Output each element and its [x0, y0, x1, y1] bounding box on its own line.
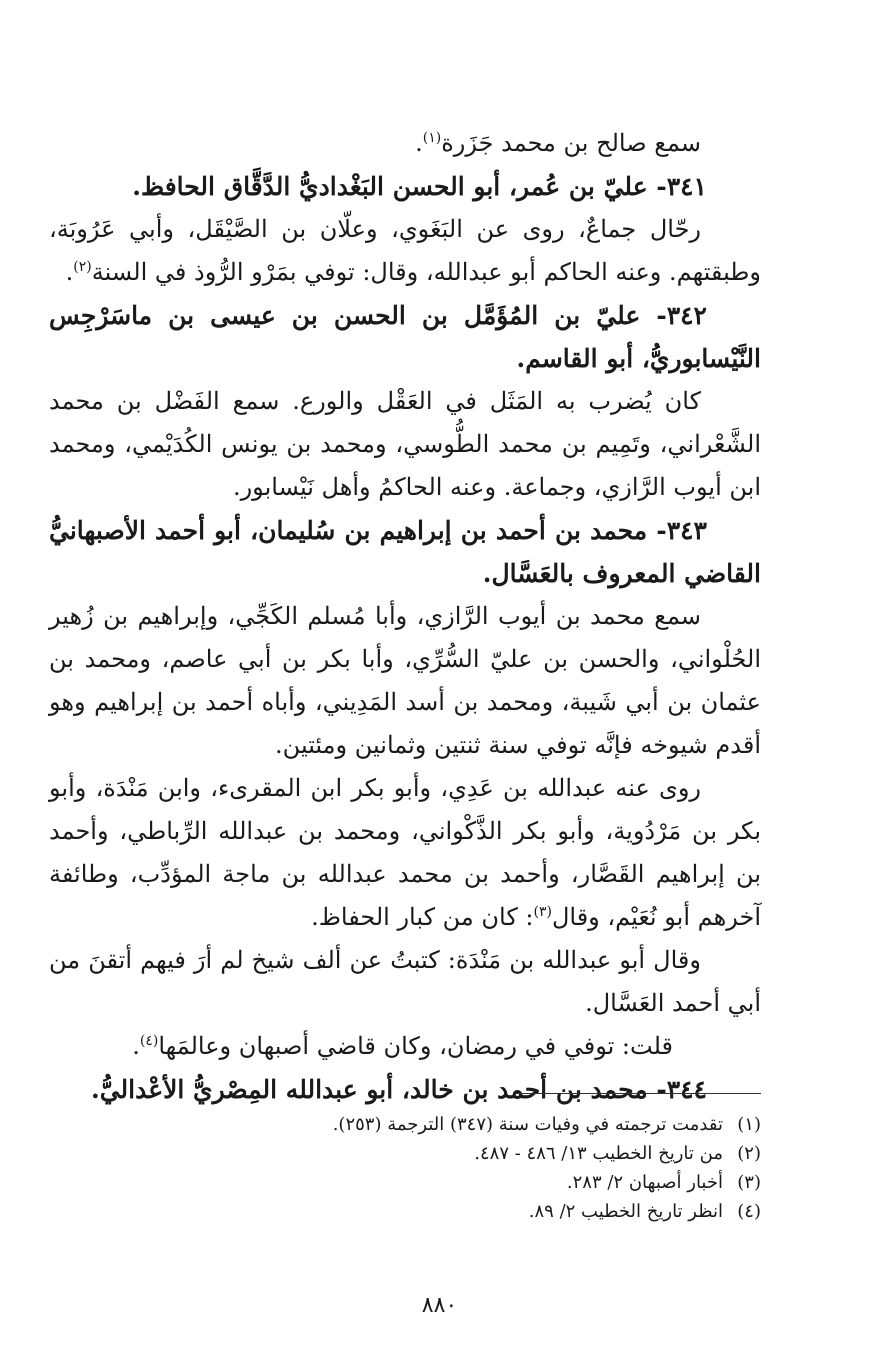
footnote: (٣)أخبار أصبهان ٢/ ٢٨٣. [49, 1168, 761, 1197]
footnote-ref[interactable]: (٣) [533, 904, 552, 920]
footnote-number: (٣) [737, 1172, 761, 1193]
footnote-divider [515, 1093, 761, 1094]
footnote-number: (٢) [737, 1143, 761, 1164]
paragraph: قلت: توفي في رمضان، وكان قاضي أصبهان وعالمَها$^{(٤)}$. [132, 1032, 673, 1060]
paragraph: سمع محمد بن أيوب الرَّازي، وأبا مُسلم الكَجِّي، وإبراهيم بن زُهير الحُلْواني، والحسن بن عليّ السُّرِّي، وأبا بكر بن أبي عاصم، ومحمد بن عثمان بن أبي شَيبة، ومحمد بن أسد المَدِيني، وأباه أحمد بن إبراهيم وهو أقدم شيوخه فإنَّه توفي سنة ثنتين وثمانين ومئتين. [49, 602, 761, 759]
footnote-number: (٤) [737, 1201, 761, 1222]
entry-heading-341: ٣٤١- عليّ بن عُمر، أبو الحسن البَغْداديُّ الدَّقَّاق الحافظ. [132, 172, 707, 201]
footnote-number: (١) [737, 1114, 761, 1135]
footnote: (٤)انظر تاريخ الخطيب ٢/ ٨٩. [49, 1197, 761, 1226]
footnotes [49, 1110, 761, 1226]
paragraph: سمع صالح بن محمد جَزَرة$^{(١)}$. [415, 129, 701, 157]
paragraph: وقال أبو عبدالله بن مَنْدَة: كتبتُ عن ألف شيخ لم أرَ فيهم أتقنَ من أبي أحمد العَسَّال. [49, 946, 761, 1017]
footnote: (١)تقدمت ترجمته في وفيات سنة (٣٤٧) الترجمة (٢٥٣). [49, 1110, 761, 1139]
entry-heading-344: ٣٤٤- محمد بن أحمد بن خالد، أبو عبدالله المِصْريُّ الأعْداليُّ. [91, 1075, 707, 1104]
footnote-ref[interactable]: (١) [422, 130, 442, 146]
paragraph: روى عنه عبدالله بن عَدِي، وأبو بكر ابن المقرىء، وابن مَنْدَة، وأبو بكر بن مَرْدُوية، وأبو بكر الذَّكْواني، ومحمد بن عبدالله الرِّباطي، وأحمد بن إبراهيم القَصَّار، وأحمد بن محمد عبدالله بن ماجة المؤدِّب، وطائفة آخرهم أبو نُعَيْم، وقال$^{(٣)}$: كان من كبار الحفاظ. [49, 774, 761, 931]
paragraph: رحّال جماعٌ، روى عن البَغَوي، وعلّان بن الصَّيْقَل، وأبي عَرُوبَة، وطبقتهم. وعنه الحاكم أبو عبدالله، وقال: توفي بمَرْو الرُّوذ في السنة$^{(٢)}$. [49, 215, 761, 286]
entry-heading-342: ٣٤٢- عليّ بن المُؤَمَّل بن الحسن بن عيسى بن ماسَرْجِس النَّيْسابوريُّ، أبو القاسم. [49, 301, 761, 373]
main-text [49, 122, 761, 1111]
footnote-ref[interactable]: (٤) [139, 1033, 159, 1049]
footnote-ref[interactable]: (٢) [73, 259, 92, 275]
entry-heading-343: ٣٤٣- محمد بن أحمد بن إبراهيم بن سُليمان، أبو أحمد الأصبهانيُّ القاضي المعروف بالعَسَّال. [49, 516, 761, 588]
paragraph: كان يُضرب به المَثَل في العَقْل والورع. سمع الفَضْل بن محمد الشَّعْراني، وتَمِيم بن محمد الطُّوسي، ومحمد بن يونس الكُدَيْمي، ومحمد ابن أيوب الرَّازي، وجماعة. وعنه الحاكمُ وأهل نَيْسابور. [49, 387, 761, 501]
footnote: (٢)من تاريخ الخطيب ١٣/ ٤٨٦ - ٤٨٧. [49, 1139, 761, 1168]
page-number: ٨٨٠ [421, 1293, 458, 1318]
